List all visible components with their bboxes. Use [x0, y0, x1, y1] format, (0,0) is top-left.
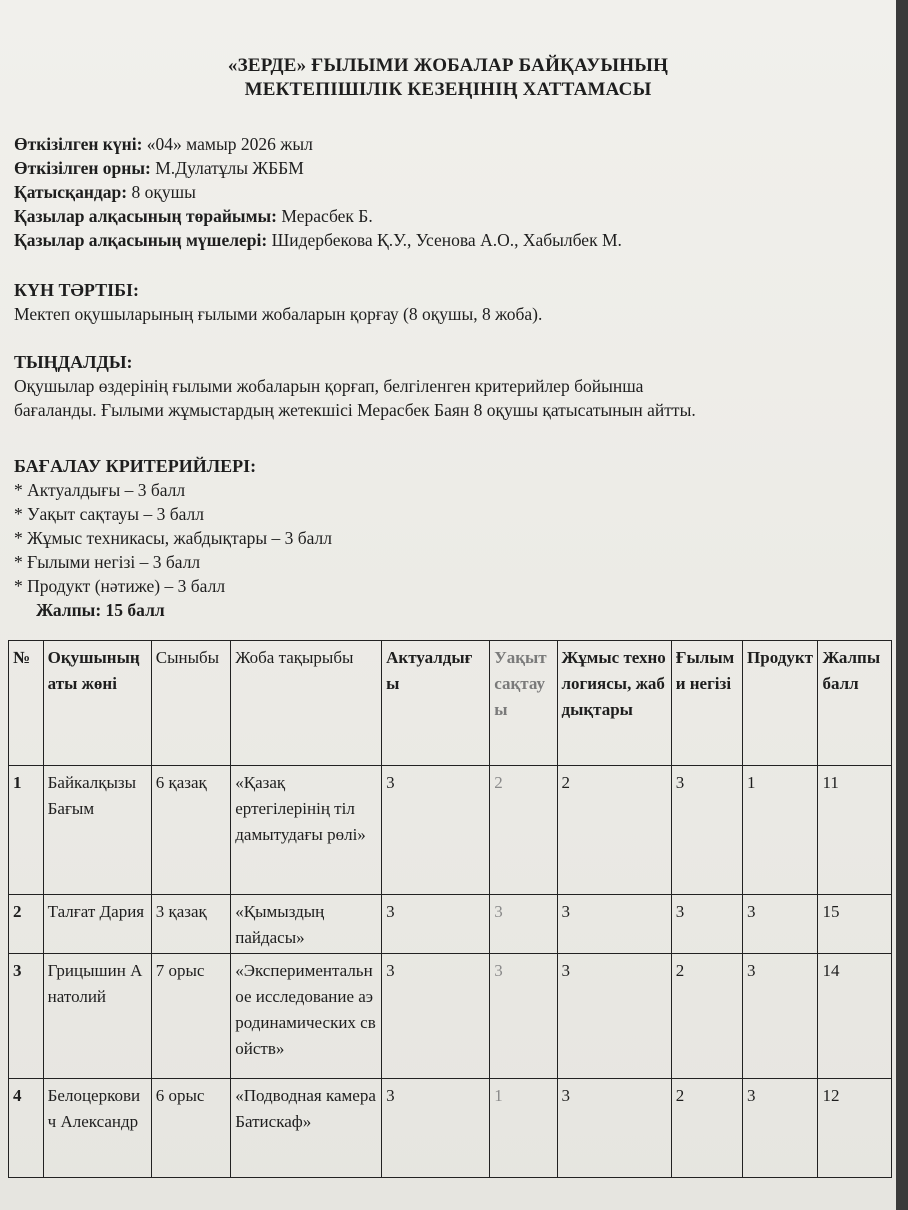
row-name: Талғат Дария: [43, 895, 151, 954]
row-time: 1: [490, 1079, 557, 1178]
agenda-section: [14, 278, 542, 326]
meta-block: [14, 132, 622, 252]
row-time: 3: [490, 895, 557, 954]
header-actuality: Актуалдығы: [382, 641, 490, 766]
row-time: 2: [490, 766, 557, 895]
meta-chair: Қазылар алқасының төрайымы: Мерасбек Б.: [14, 206, 373, 226]
row-actuality: 3: [382, 766, 490, 895]
row-grade: 7 орыс: [151, 954, 231, 1079]
table-header-row: [9, 641, 892, 766]
row-grade: 6 орыс: [151, 1079, 231, 1178]
meta-date: Өткізілген күні: «04» мамыр 2026 жыл: [14, 134, 313, 154]
row-technology: 3: [557, 1079, 671, 1178]
criteria-item: * Уақыт сақтауы – 3 балл: [14, 504, 204, 524]
header-technology: Жұмыс технологиясы, жабдықтары: [557, 641, 671, 766]
row-science: 2: [671, 1079, 742, 1178]
criteria-heading: БАҒАЛАУ КРИТЕРИЙЛЕРІ:: [14, 456, 257, 476]
row-product: 3: [743, 954, 818, 1079]
criteria-item: * Актуалдығы – 3 балл: [14, 480, 186, 500]
criteria-section: [14, 454, 332, 622]
table-row: [9, 1079, 892, 1178]
agenda-text: Мектеп оқушыларының ғылыми жобаларын қорғау (8 оқушы, 8 жоба).: [14, 304, 543, 324]
row-topic: «Экспериментальное исследование аэродинамических свойств»: [231, 954, 382, 1079]
agenda-heading: КҮН ТӘРТІБІ:: [14, 280, 139, 300]
table-row: [9, 766, 892, 895]
header-number: №: [9, 641, 44, 766]
row-actuality: 3: [382, 895, 490, 954]
results-table: [8, 640, 892, 1178]
header-grade: Сыныбы: [151, 641, 231, 766]
heard-section: [14, 350, 696, 422]
header-science: Ғылыми негізі: [671, 641, 742, 766]
header-total: Жалпы балл: [818, 641, 892, 766]
header-student-name: Оқушының аты жөні: [43, 641, 151, 766]
table-row: [9, 954, 892, 1079]
header-time: Уақыт сақтауы: [490, 641, 557, 766]
row-number: 2: [9, 895, 44, 954]
row-number: 1: [9, 766, 44, 895]
header-product: Продукт: [743, 641, 818, 766]
row-technology: 3: [557, 954, 671, 1079]
criteria-total: Жалпы: 15 балл: [36, 600, 165, 620]
row-number: 4: [9, 1079, 44, 1178]
meta-members: Қазылар алқасының мүшелері: Шидербекова Қ.У., Усенова А.О., Хабылбек М.: [14, 230, 622, 250]
meta-place: Өткізілген орны: М.Дулатұлы ЖББМ: [14, 158, 304, 178]
heard-line-2: бағаланды. Ғылыми жұмыстардың жетекшісі Мерасбек Баян 8 оқушы қатысатынын айтты.: [14, 400, 696, 420]
row-grade: 3 қазақ: [151, 895, 231, 954]
meta-participants: Қатысқандар: 8 оқушы: [14, 182, 196, 202]
row-technology: 3: [557, 895, 671, 954]
table-row: [9, 895, 892, 954]
row-time: 3: [490, 954, 557, 1079]
row-actuality: 3: [382, 1079, 490, 1178]
row-total: 15: [818, 895, 892, 954]
row-science: 3: [671, 766, 742, 895]
row-grade: 6 қазақ: [151, 766, 231, 895]
row-science: 2: [671, 954, 742, 1079]
row-topic: «Қымыздың пайдасы»: [231, 895, 382, 954]
row-number: 3: [9, 954, 44, 1079]
row-topic: «Подводная камера Батискаф»: [231, 1079, 382, 1178]
row-name: Грицышин Анатолий: [43, 954, 151, 1079]
row-total: 14: [818, 954, 892, 1079]
heard-heading: ТЫҢДАЛДЫ:: [14, 352, 133, 372]
criteria-item: * Продукт (нәтиже) – 3 балл: [14, 576, 226, 596]
criteria-item: * Жұмыс техникасы, жабдықтары – 3 балл: [14, 528, 333, 548]
title-line-2: МЕКТЕПІШІЛІК КЕЗЕҢІНІҢ ХАТТАМАСЫ: [244, 79, 652, 100]
row-name: Байкалқызы Бағым: [43, 766, 151, 895]
title-line-1: «ЗЕРДЕ» ҒЫЛЫМИ ЖОБАЛАР БАЙҚАУЫНЫҢ: [227, 55, 669, 76]
document-title: [0, 54, 896, 102]
row-name: Белоцеркович Александр: [43, 1079, 151, 1178]
criteria-item: * Ғылыми негізі – 3 балл: [14, 552, 201, 572]
header-topic: Жоба тақырыбы: [231, 641, 382, 766]
row-product: 3: [743, 1079, 818, 1178]
row-actuality: 3: [382, 954, 490, 1079]
row-total: 12: [818, 1079, 892, 1178]
row-science: 3: [671, 895, 742, 954]
row-total: 11: [818, 766, 892, 895]
row-technology: 2: [557, 766, 671, 895]
row-product: 3: [743, 895, 818, 954]
row-product: 1: [743, 766, 818, 895]
row-topic: «Қазақ ертегілерінің тіл дамытудағы рөлі»: [231, 766, 382, 895]
heard-line-1: Оқушылар өздерінің ғылыми жобаларын қорғап, белгіленген критерийлер бойынша: [14, 376, 644, 396]
